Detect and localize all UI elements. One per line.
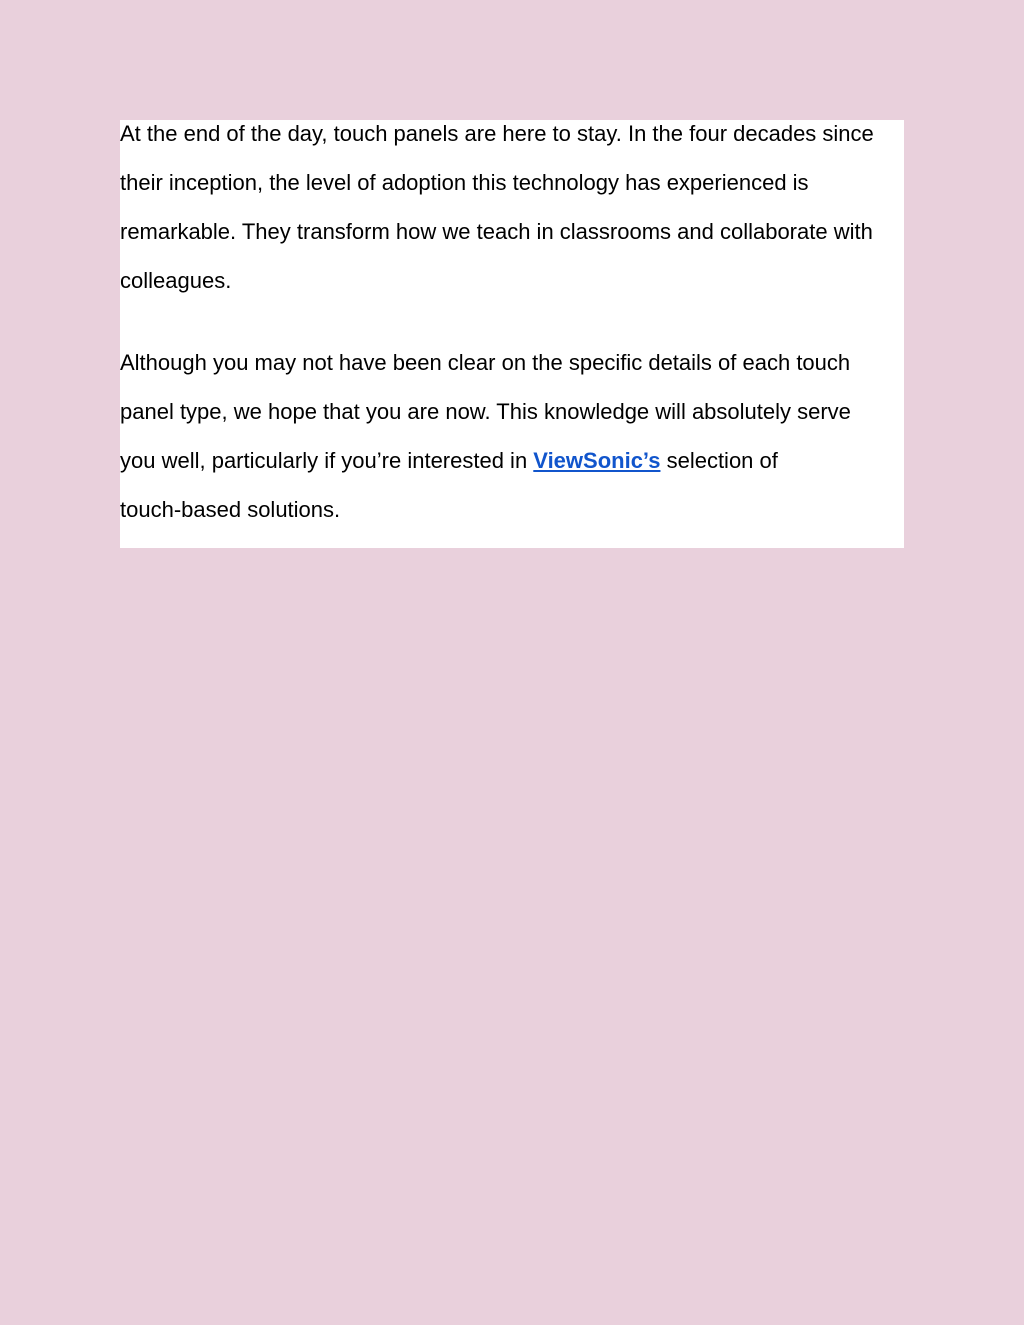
paragraph-line: At the end of the day, touch panels are here to stay. In the four decades since: [120, 121, 874, 146]
line-text-before-link: you well, particularly if you’re interested in: [120, 448, 534, 473]
viewsonic-link[interactable]: ViewSonic’s: [533, 448, 661, 473]
paragraph-line: Although you may not have been clear on the specific details of each touch: [120, 350, 851, 375]
paragraph-line: panel type, we hope that you are now. This knowledge will absolutely serve: [120, 399, 851, 424]
text-box: [120, 120, 904, 548]
paragraph-line: colleagues.: [120, 268, 232, 293]
paragraph-line: their inception, the level of adoption this technology has experienced is: [120, 170, 809, 195]
paragraph-touch-panel-types: [120, 349, 904, 545]
paragraph-line: touch-based solutions.: [120, 497, 341, 522]
paragraph-line: remarkable. They transform how we teach in classrooms and collaborate with: [120, 219, 873, 244]
paragraph-conclusion: [120, 120, 904, 316]
line-text-after-link: selection of: [660, 448, 778, 473]
paragraph-line-with-link: [120, 436, 904, 485]
